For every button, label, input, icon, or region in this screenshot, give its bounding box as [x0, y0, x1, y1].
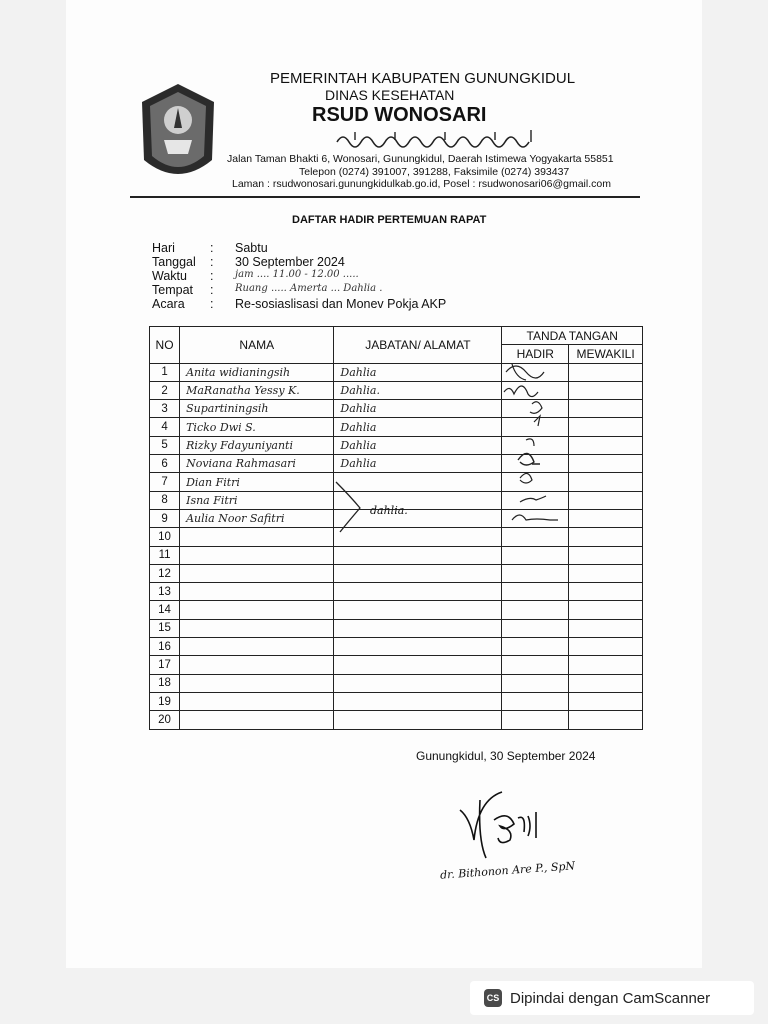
cell-no: 18: [150, 674, 180, 692]
grouped-jabatan-text: dahlia.: [370, 504, 408, 517]
cell-no: 17: [150, 656, 180, 674]
table-row: [150, 674, 643, 692]
cell-no: 12: [150, 564, 180, 582]
info-colon: :: [210, 255, 214, 269]
cell-mewakili: [569, 509, 643, 527]
cell-no: 2: [150, 381, 180, 399]
col-header-jabatan: JABATAN/ ALAMAT: [334, 327, 502, 364]
header-hospital-name: RSUD WONOSARI: [312, 104, 487, 126]
signer-name: dr. Bithonon Are P., SpN: [439, 859, 576, 882]
cell-mewakili: [569, 546, 643, 564]
info-label: Tempat: [152, 283, 193, 297]
table-row: [150, 638, 643, 656]
table-row: [150, 692, 643, 710]
cell-hadir: [502, 564, 569, 582]
col-header-tanda-tangan: TANDA TANGAN: [502, 327, 643, 345]
cell-jabatan: Dahlia: [334, 455, 502, 473]
cell-no: 13: [150, 583, 180, 601]
col-header-nama: NAMA: [180, 327, 334, 364]
cell-jabatan: [334, 583, 502, 601]
cell-nama: [180, 583, 334, 601]
cell-nama: [180, 656, 334, 674]
cell-no: 5: [150, 436, 180, 454]
cell-nama: [180, 638, 334, 656]
cell-nama: Noviana Rahmasari: [180, 455, 334, 473]
cell-jabatan: Dahlia: [334, 418, 502, 436]
table-row: [150, 656, 643, 674]
cell-nama: Aulia Noor Safitri: [180, 509, 334, 527]
cell-nama: [180, 619, 334, 637]
cell-no: 3: [150, 400, 180, 418]
cell-jabatan: [334, 656, 502, 674]
cell-nama: Ticko Dwi S.: [180, 418, 334, 436]
col-header-mewakili: MEWAKILI: [569, 345, 643, 363]
cell-no: 19: [150, 692, 180, 710]
cell-mewakili: [569, 564, 643, 582]
camscanner-label: Dipindai dengan CamScanner: [510, 989, 711, 1007]
cell-mewakili: [569, 711, 643, 729]
cell-no: 14: [150, 601, 180, 619]
table-row: [150, 601, 643, 619]
cell-nama: [180, 564, 334, 582]
info-label: Hari: [152, 241, 175, 255]
cell-jabatan: Dahlia: [334, 436, 502, 454]
header-government: PEMERINTAH KABUPATEN GUNUNGKIDUL: [270, 70, 576, 87]
header-divider: [130, 196, 640, 198]
cell-no: 16: [150, 638, 180, 656]
cell-jabatan: [334, 692, 502, 710]
cell-no: 7: [150, 473, 180, 491]
cell-hadir: [502, 674, 569, 692]
info-value-handwritten: jam .... 11.00 - 12.00 .....: [235, 269, 359, 280]
header-web: Laman : rsudwonosari.gunungkidulkab.go.id, Posel : rsudwonosari06@gmail.com: [232, 178, 611, 190]
cell-no: 1: [150, 363, 180, 381]
cell-jabatan: [334, 564, 502, 582]
cell-no: 4: [150, 418, 180, 436]
info-colon: :: [210, 241, 214, 255]
cell-hadir: [502, 656, 569, 674]
info-label: Waktu: [152, 269, 187, 283]
header-agency: DINAS KESEHATAN: [325, 87, 455, 103]
cell-nama: Rizky Fdayuniyanti: [180, 436, 334, 454]
cell-nama: [180, 601, 334, 619]
cell-nama: Anita widianingsih: [180, 363, 334, 381]
info-colon: :: [210, 269, 214, 283]
place-date: Gunungkidul, 30 September 2024: [416, 749, 596, 763]
table-row: [150, 711, 643, 729]
cell-mewakili: [569, 674, 643, 692]
cell-hadir: [502, 546, 569, 564]
cell-mewakili: [569, 692, 643, 710]
official-signature: [450, 790, 560, 870]
table-row: [150, 564, 643, 582]
table-row: [150, 583, 643, 601]
cell-jabatan: [334, 619, 502, 637]
cell-no: 20: [150, 711, 180, 729]
cell-jabatan: [334, 546, 502, 564]
camscanner-watermark: [470, 981, 754, 1015]
cell-no: 9: [150, 509, 180, 527]
cell-no: 8: [150, 491, 180, 509]
cell-nama: Supartiningsih: [180, 400, 334, 418]
cell-mewakili: [569, 656, 643, 674]
cell-mewakili: [569, 455, 643, 473]
info-value-handwritten: Ruang ..... Amerta ... Dahlia .: [235, 283, 383, 294]
cell-mewakili: [569, 381, 643, 399]
cell-mewakili: [569, 491, 643, 509]
info-value: 30 September 2024: [235, 255, 345, 269]
cell-no: 10: [150, 528, 180, 546]
cell-nama: [180, 692, 334, 710]
header-address: Jalan Taman Bhakti 6, Wonosari, Gunungkidul, Daerah Istimewa Yogyakarta 55851: [227, 153, 614, 165]
info-label: Acara: [152, 297, 185, 311]
info-colon: :: [210, 297, 214, 311]
cell-nama: [180, 528, 334, 546]
attendance-signatures: [498, 360, 570, 530]
cell-no: 6: [150, 455, 180, 473]
cell-hadir: [502, 619, 569, 637]
cell-nama: MaRanatha Yessy K.: [180, 381, 334, 399]
table-row: [150, 546, 643, 564]
cell-hadir: [502, 638, 569, 656]
cell-jabatan: [334, 601, 502, 619]
header-phone: Telepon (0274) 391007, 391288, Faksimile (0274) 393437: [299, 166, 570, 178]
cell-mewakili: [569, 619, 643, 637]
cell-mewakili: [569, 638, 643, 656]
col-header-hadir: HADIR: [502, 345, 569, 363]
cell-mewakili: [569, 583, 643, 601]
cell-nama: [180, 546, 334, 564]
cell-nama: Isna Fitri: [180, 491, 334, 509]
cell-jabatan: [334, 674, 502, 692]
document-title: DAFTAR HADIR PERTEMUAN RAPAT: [292, 214, 487, 226]
info-value: Sabtu: [235, 241, 268, 255]
cell-hadir: [502, 528, 569, 546]
regency-seal-logo: [138, 80, 218, 192]
cell-hadir: [502, 583, 569, 601]
cell-nama: [180, 674, 334, 692]
cell-jabatan: [334, 711, 502, 729]
camscanner-logo: CS: [484, 989, 502, 1007]
cell-hadir: [502, 692, 569, 710]
cell-nama: [180, 711, 334, 729]
cell-jabatan: [334, 638, 502, 656]
javanese-script-name: [335, 128, 545, 148]
cell-mewakili: [569, 363, 643, 381]
info-label: Tanggal: [152, 255, 196, 269]
cell-jabatan: Dahlia.: [334, 381, 502, 399]
cell-jabatan: Dahlia: [334, 400, 502, 418]
cell-mewakili: [569, 436, 643, 454]
col-header-no: NO: [150, 327, 180, 364]
cell-mewakili: [569, 400, 643, 418]
info-value: Re-sosiaslisasi dan Monev Pokja AKP: [235, 297, 447, 311]
cell-nama: Dian Fitri: [180, 473, 334, 491]
cell-mewakili: [569, 601, 643, 619]
cell-mewakili: [569, 528, 643, 546]
cell-hadir: [502, 601, 569, 619]
cell-mewakili: [569, 473, 643, 491]
cell-no: 11: [150, 546, 180, 564]
cell-mewakili: [569, 418, 643, 436]
cell-hadir: [502, 711, 569, 729]
table-row: [150, 619, 643, 637]
cell-no: 15: [150, 619, 180, 637]
cell-jabatan: Dahlia: [334, 363, 502, 381]
info-colon: :: [210, 283, 214, 297]
